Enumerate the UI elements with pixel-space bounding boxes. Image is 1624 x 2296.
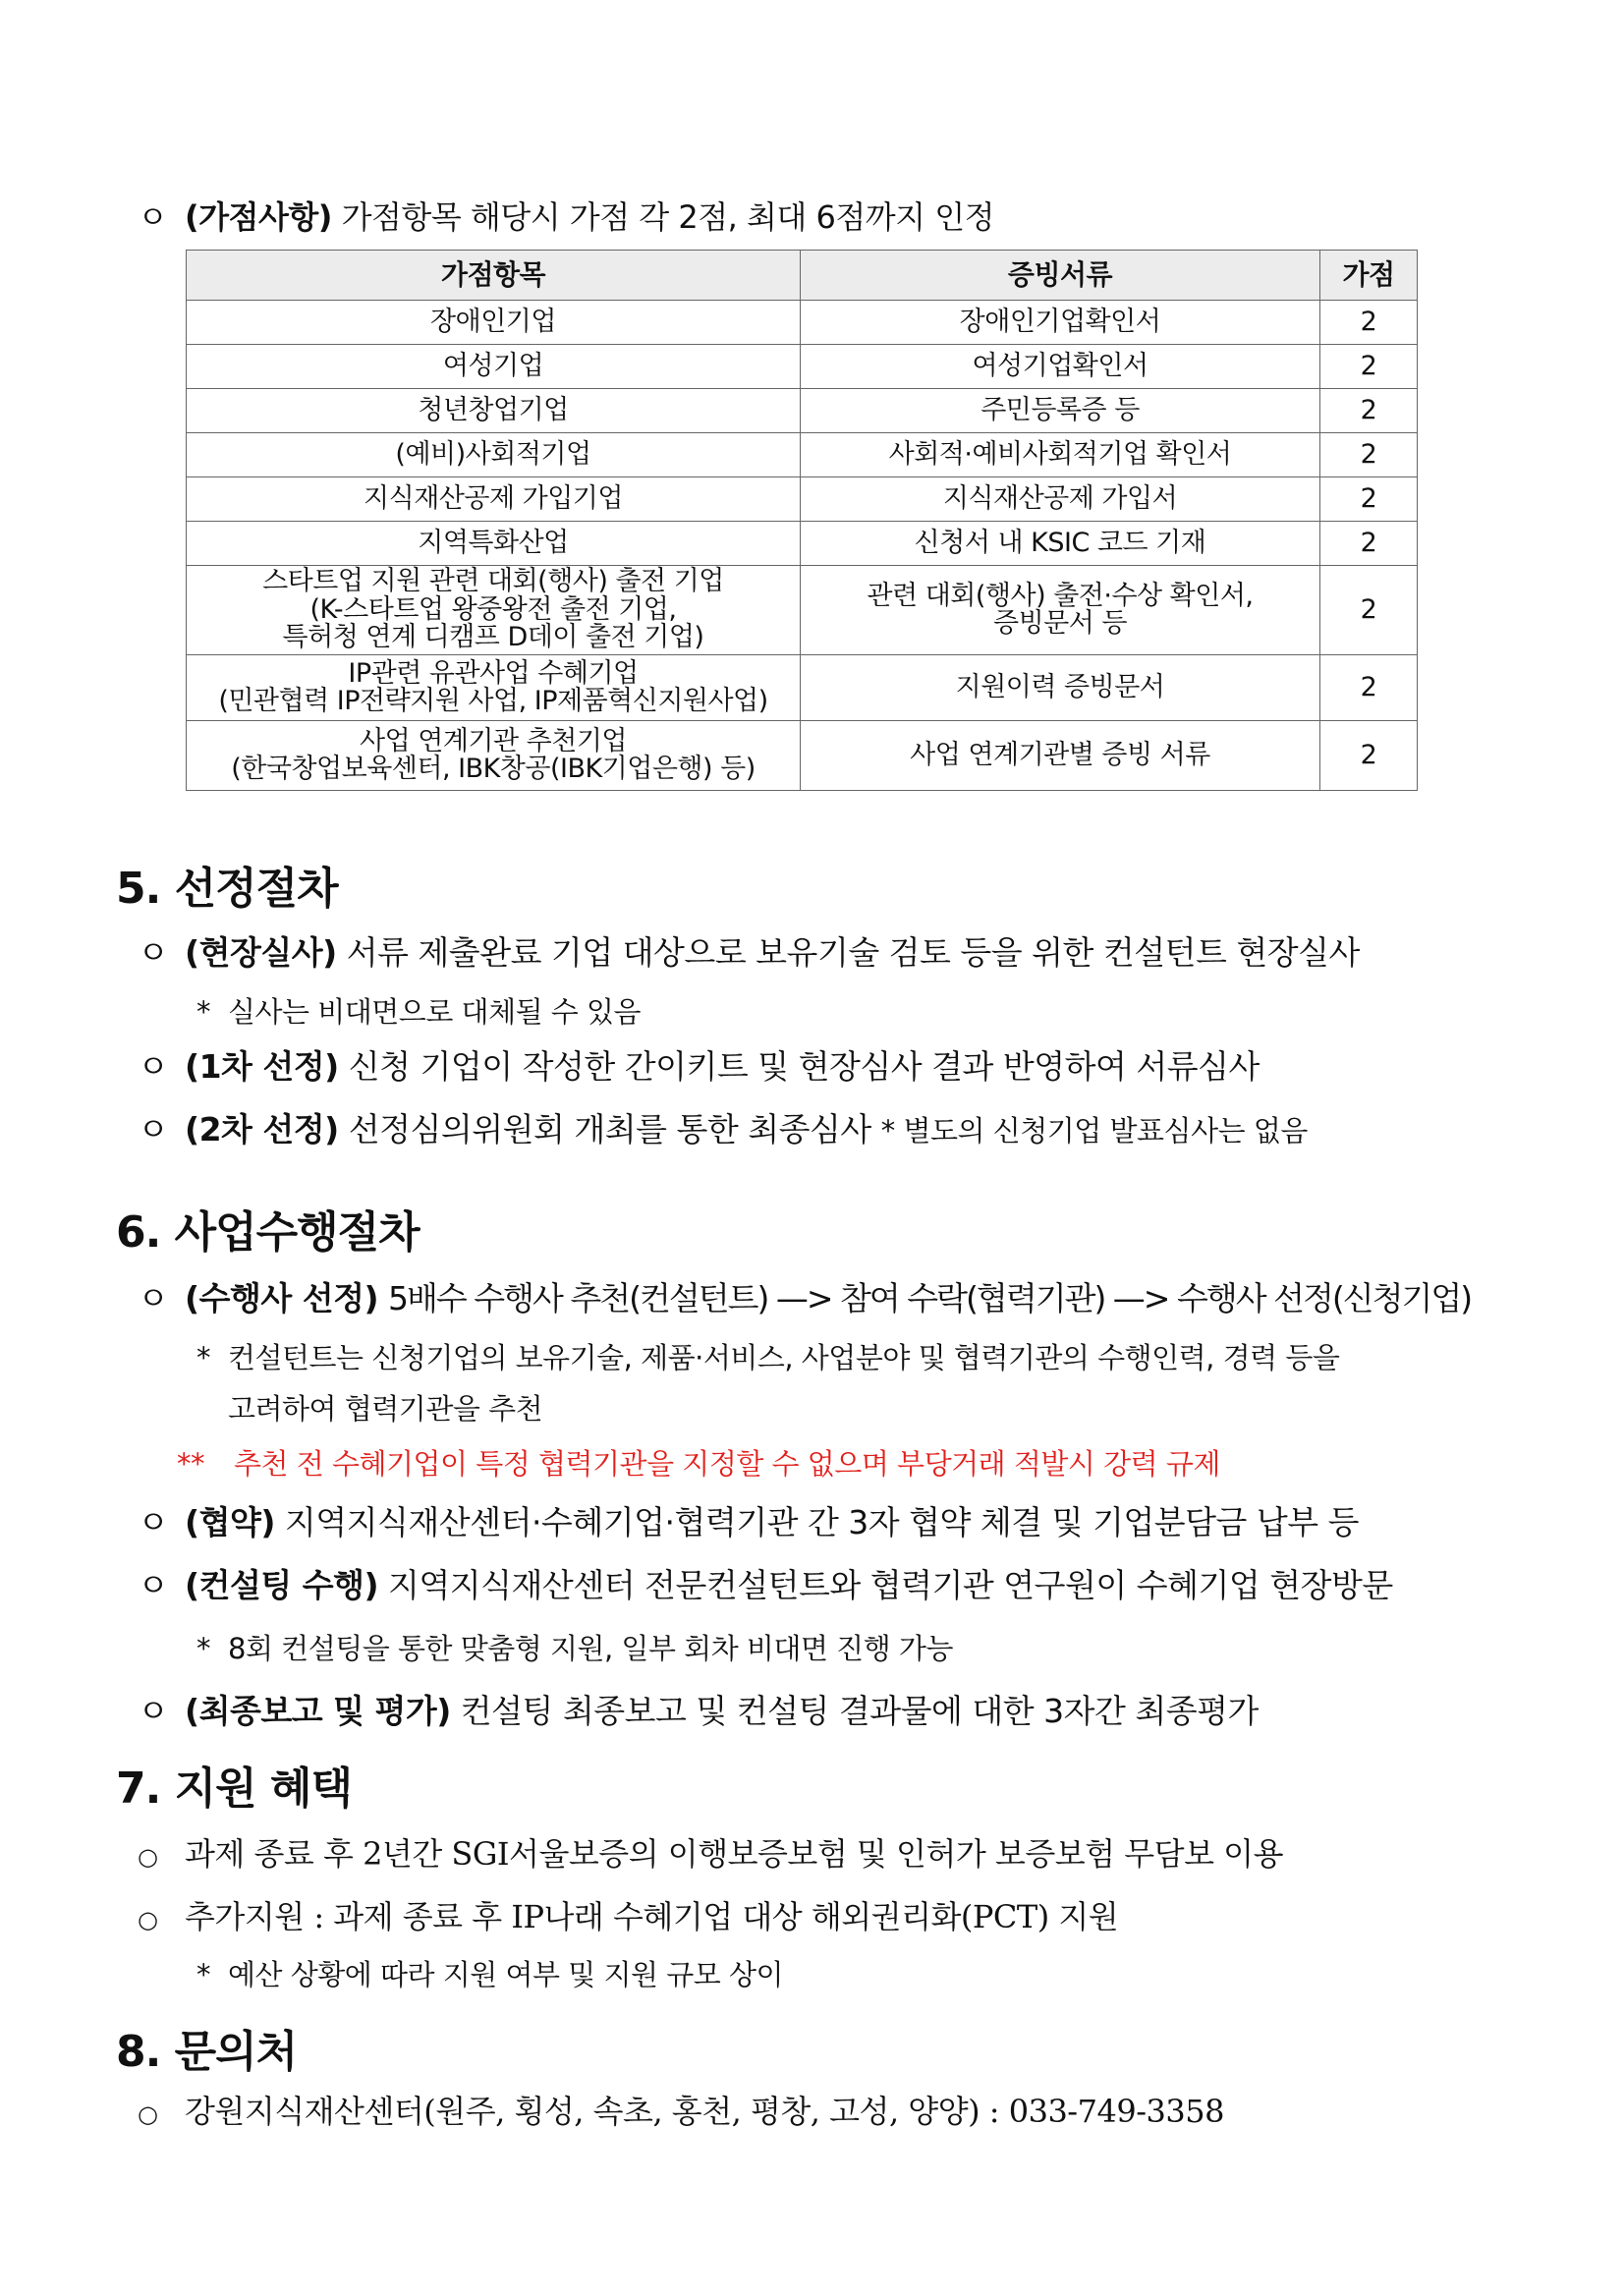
section7-note <box>196 1953 783 1993</box>
note-star: * <box>196 1341 210 1374</box>
section5-item <box>138 927 1360 974</box>
note-text: 컨설턴트는 신청기업의 보유기술, 제품·서비스, 사업분야 및 협력기관의 수행인력, 경력 등을 <box>228 1341 1340 1374</box>
item-text: 5배수 수행사 추천(컨설턴트) —> 참여 수락(협력기관) —> 수행사 선정(신청기업) <box>388 1279 1472 1317</box>
table-cell-doc: 장애인기업확인서 <box>801 301 1320 345</box>
note-star: * <box>196 1958 210 1991</box>
table-row <box>187 477 1418 522</box>
table-header-row <box>187 251 1418 301</box>
section7-item <box>138 1829 1283 1875</box>
note-text: 추천 전 수혜기업이 특정 협력기관을 지정할 수 없으며 부당거래 적발시 강력 규제 <box>234 1447 1220 1481</box>
table-cell-doc: 사업 연계기관별 증빙 서류 <box>801 721 1320 791</box>
table-cell-doc: 신청서 내 KSIC 코드 기재 <box>801 522 1320 566</box>
table-row <box>187 389 1418 433</box>
table-cell-item: 사업 연계기관 추천기업 (한국창업보육센터, IBK창공(IBK기업은행) 등) <box>187 721 801 791</box>
table-cell-item: 여성기업 <box>187 345 801 389</box>
section5-title: 5. 선정절차 <box>116 864 338 914</box>
section7-title: 7. 지원 혜택 <box>116 1764 352 1814</box>
table-cell-doc: 여성기업확인서 <box>801 345 1320 389</box>
item-text: 서류 제출완료 기업 대상으로 보유기술 검토 등을 위한 컨설턴트 현장실사 <box>346 933 1360 972</box>
table-row <box>187 301 1418 345</box>
table-cell-item: 지식재산공제 가입기업 <box>187 477 801 522</box>
bonus-label: (가점사항) <box>185 198 332 236</box>
item-suffix: * 별도의 신청기업 발표심사는 없음 <box>880 1114 1308 1148</box>
table-row <box>187 345 1418 389</box>
bullet-icon: ㅇ <box>138 1110 169 1148</box>
table-cell-score: 2 <box>1320 721 1418 791</box>
bonus-table <box>186 250 1418 791</box>
bullet-icon: ㅇ <box>138 1692 169 1730</box>
section5-note <box>196 990 641 1031</box>
bullet-icon: ㅇ <box>138 1279 169 1317</box>
item-text: 과제 종료 후 2년간 SGI서울보증의 이행보증보험 및 인허가 보증보험 무담보 이용 <box>185 1835 1283 1873</box>
bullet-icon: ㅇ <box>138 198 168 236</box>
bullet-icon: ○ <box>138 1906 158 1933</box>
section6-note-cont <box>228 1387 542 1428</box>
table-cell-item: 청년창업기업 <box>187 389 801 433</box>
section6-note <box>196 1627 953 1667</box>
section6-item <box>138 1273 1471 1319</box>
section6-warning <box>177 1442 1220 1483</box>
table-cell-item: 지역특화산업 <box>187 522 801 566</box>
table-cell-item: IP관련 유관사업 수혜기업 (민관협력 IP전략지원 사업, IP제품혁신지원사업) <box>187 655 801 721</box>
bullet-icon: ○ <box>138 2100 158 2128</box>
table-cell-score: 2 <box>1320 566 1418 655</box>
item-label: (협약) <box>185 1503 275 1541</box>
item-label: (현장실사) <box>185 933 337 972</box>
table-cell-item: (예비)사회적기업 <box>187 433 801 477</box>
item-label: (수행사 선정) <box>185 1279 379 1317</box>
section5-item <box>138 1041 1260 1088</box>
note-text: 고려하여 협력기관을 추천 <box>228 1392 543 1426</box>
table-cell-score: 2 <box>1320 655 1418 721</box>
bullet-icon: ㅇ <box>138 1503 169 1541</box>
table-cell-score: 2 <box>1320 433 1418 477</box>
section8-title: 8. 문의처 <box>116 2027 298 2077</box>
section6-note <box>196 1336 1339 1376</box>
table-cell-score: 2 <box>1320 345 1418 389</box>
table-cell-doc: 지원이력 증빙문서 <box>801 655 1320 721</box>
note-star: * <box>196 995 210 1029</box>
item-text: 신청 기업이 작성한 간이키트 및 현장심사 결과 반영하여 서류심사 <box>348 1047 1260 1086</box>
item-text: 추가지원 : 과제 종료 후 IP나래 수혜기업 대상 해외권리화(PCT) 지원 <box>185 1898 1119 1935</box>
section6-item <box>138 1686 1259 1732</box>
note-text: 예산 상황에 따라 지원 여부 및 지원 규모 상이 <box>228 1958 783 1991</box>
item-text: 선정심의위원회 개최를 통한 최종심사 <box>348 1110 871 1148</box>
bullet-icon: ㅇ <box>138 1047 169 1086</box>
section6-item <box>138 1560 1393 1606</box>
table-cell-doc: 주민등록증 등 <box>801 389 1320 433</box>
note-star: * <box>196 1632 210 1665</box>
section7-item <box>138 1892 1118 1937</box>
note-text: 실사는 비대면으로 대체될 수 있음 <box>228 995 642 1029</box>
bonus-text: 가점항목 해당시 가점 각 2점, 최대 6점까지 인정 <box>341 198 995 236</box>
note-star: ** <box>177 1447 204 1481</box>
table-cell-doc: 사회적·예비사회적기업 확인서 <box>801 433 1320 477</box>
table-cell-score: 2 <box>1320 389 1418 433</box>
table-cell-score: 2 <box>1320 477 1418 522</box>
section6-item <box>138 1497 1359 1543</box>
table-cell-score: 2 <box>1320 522 1418 566</box>
item-label: (최종보고 및 평가) <box>185 1692 451 1730</box>
item-text: 강원지식재산센터(원주, 횡성, 속초, 홍천, 평창, 고성, 양양) : 033-749-3358 <box>185 2093 1224 2130</box>
item-text: 지역지식재산센터 전문컨설턴트와 협력기관 연구원이 수혜기업 현장방문 <box>388 1566 1393 1604</box>
table-cell-item: 스타트업 지원 관련 대회(행사) 출전 기업 (K-스타트업 왕중왕전 출전 기업, 특허청 연계 디캠프 D데이 출전 기업) <box>187 566 801 655</box>
bullet-icon: ㅇ <box>138 1566 169 1604</box>
table-row <box>187 721 1418 791</box>
note-text: 8회 컨설팅을 통한 맞춤형 지원, 일부 회차 비대면 진행 가능 <box>228 1632 953 1665</box>
item-label: (2차 선정) <box>185 1110 339 1148</box>
table-row <box>187 433 1418 477</box>
table-row <box>187 655 1418 721</box>
table-cell-score: 2 <box>1320 301 1418 345</box>
item-label: (컨설팅 수행) <box>185 1566 379 1604</box>
table-header-doc: 증빙서류 <box>801 251 1320 301</box>
item-text: 컨설팅 최종보고 및 컨설팅 결과물에 대한 3자간 최종평가 <box>460 1692 1259 1730</box>
section8-item <box>138 2087 1224 2132</box>
item-label: (1차 선정) <box>185 1047 339 1086</box>
bonus-intro <box>138 193 994 238</box>
section5-item <box>138 1104 1308 1150</box>
table-cell-item: 장애인기업 <box>187 301 801 345</box>
table-row <box>187 522 1418 566</box>
table-cell-doc: 지식재산공제 가입서 <box>801 477 1320 522</box>
section6-title: 6. 사업수행절차 <box>116 1207 420 1258</box>
item-text: 지역지식재산센터·수혜기업·협력기관 간 3자 협약 체결 및 기업분담금 납부 등 <box>284 1503 1360 1541</box>
table-header-item: 가점항목 <box>187 251 801 301</box>
bullet-icon: ○ <box>138 1843 158 1871</box>
table-row <box>187 566 1418 655</box>
table-header-score: 가점 <box>1320 251 1418 301</box>
bullet-icon: ㅇ <box>138 933 169 972</box>
table-cell-doc: 관련 대회(행사) 출전·수상 확인서, 증빙문서 등 <box>801 566 1320 655</box>
